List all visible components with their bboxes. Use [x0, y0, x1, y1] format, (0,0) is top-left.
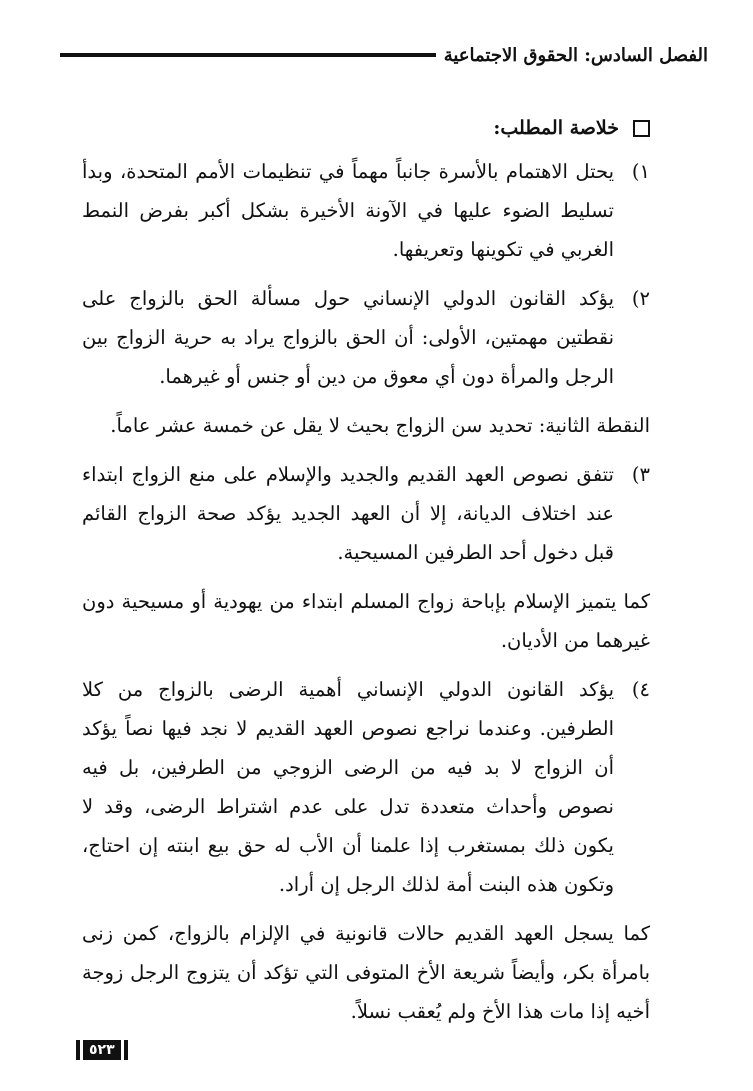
running-header: [60, 40, 708, 70]
list-item-text: يؤكد القانون الدولي الإنساني أهمية الرضى بالزواج من كلا الطرفين. وعندما نراجع نصوص العهد القديم لا نجد فيها نصاً يؤكد أن الزواج لا بد فيه من الرضى الزوجي من الطرفين، بل فيه نصوص وأحداث متعددة تدل على عدم اشتراط الرضى، وقد لا يكون ذلك بمستغرب إذا علمنا أن الأب له حق بيع ابنته إن احتاج، وتكون هذه البنت أمة لذلك الرجل إن أراد.: [82, 678, 614, 896]
paragraph: كما يتميز الإسلام بإباحة زواج المسلم ابتداء من يهودية أو مسيحية دون غيرهما من الأديان.: [82, 590, 650, 652]
page-number-bar: [76, 1040, 80, 1060]
page-body: [82, 112, 650, 1041]
list-item-number: ٤): [631, 678, 650, 701]
header-rule: [60, 53, 436, 57]
list-item: [82, 670, 650, 904]
section-title: خلاصة المطلب:: [493, 117, 619, 139]
paragraph: النقطة الثانية: تحديد سن الزواج بحيث لا يقل عن خمسة عشر عاماً.: [110, 414, 650, 437]
list-item: [82, 152, 650, 269]
page-number-bar: [124, 1040, 128, 1060]
chapter-title: الفصل السادس: الحقوق الاجتماعية: [443, 44, 708, 66]
section-heading: [82, 112, 650, 144]
list-item-number: ٣): [631, 463, 650, 486]
page-number: ٥٢٣: [83, 1040, 121, 1060]
square-bullet-icon: [633, 120, 650, 137]
list-item-number: ١): [631, 160, 650, 183]
list-item-text: تتفق نصوص العهد القديم والجديد والإسلام على منع الزواج ابتداء عند اختلاف الديانة، إلا أن العهد الجديد يؤكد صحة الزواج القائم قبل دخول أحد الطرفين المسيحية.: [82, 463, 614, 564]
list-item-text: يحتل الاهتمام بالأسرة جانباً مهماً في تنظيمات الأمم المتحدة، وبدأ تسليط الضوء عليها في الآونة الأخيرة بشكل أكبر بفرض النمط الغربي في تكوينها وتعريفها.: [82, 160, 614, 261]
list-item-text: يؤكد القانون الدولي الإنساني حول مسألة الحق بالزواج على نقطتين مهمتين، الأولى: أن الحق بالزواج يراد به حرية الزواج بين الرجل والمرأة دون أي معوق من دين أو جنس أو غيرهما.: [82, 287, 614, 388]
list-item-number: ٢): [631, 287, 650, 310]
paragraph: كما يسجل العهد القديم حالات قانونية في الإلزام بالزواج، كمن زنى بامرأة بكر، وأيضاً شريعة الأخ المتوفى التي تؤكد أن يتزوج الرجل زوجة أخيه إذا مات هذا الأخ ولم يُعقب نسلاً.: [82, 922, 650, 1023]
page-number-box: [76, 1040, 128, 1060]
list-item: [82, 279, 650, 396]
list-item: [82, 455, 650, 572]
